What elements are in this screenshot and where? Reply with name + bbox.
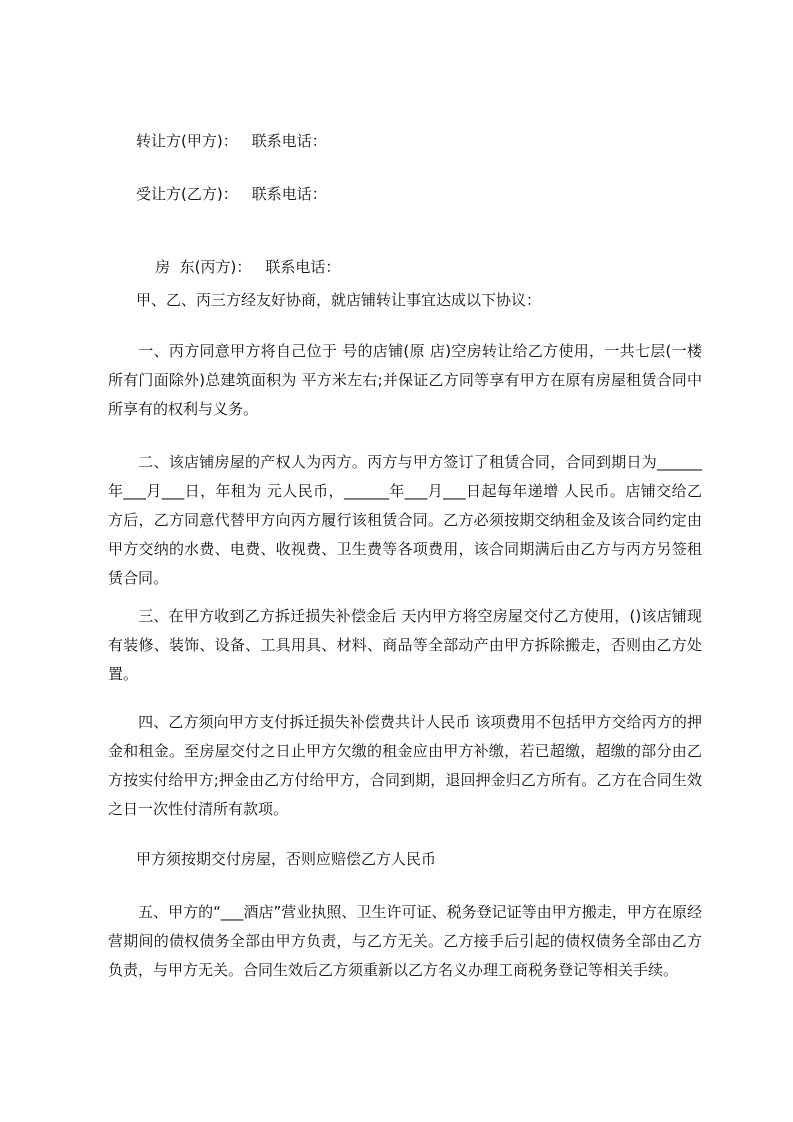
transferee-line [136, 184, 327, 204]
transferee-phone-label: 联系电话： [251, 185, 327, 203]
clause-3-text: 三、在甲方收到乙方拆迁损失补偿金后 天内甲方将空房屋交付乙方使用，()该店铺现有装修、装饰、设备、工具用具、材料、商品等全部动产由甲方拆除搬走，否则由乙方处置。 [108, 607, 702, 683]
transferor-line [136, 131, 327, 151]
transferor-label: 转让方(甲方)： [136, 132, 238, 150]
clause-5-text: 五、甲方的“___酒店”营业执照、卫生许可证、税务登记证等由甲方搬走，甲方在原经营期间的债权债务全部由甲方负责，与乙方无关。乙方接手后引起的债权债务全部由乙方负责，与甲方无关。合同生效后乙方须重新以乙方名义办理工商税务登记等相关手续。 [108, 903, 702, 979]
clause-2 [108, 448, 702, 593]
clause-5 [108, 898, 702, 985]
clause-3 [108, 602, 702, 689]
landlord-line [136, 237, 340, 297]
landlord-label: 房 东(丙方)： [155, 258, 252, 276]
clause-2-text: 二、该店铺房屋的产权人为丙方。丙方与甲方签订了租赁合同，合同到期日为______年___月___日，年租为 元人民币，______年___月___日起每年递增 人民币。店铺交给乙方后，乙方同意代替甲方向丙方履行该租赁合同。乙方必须按期交纳租金及该合同约定由甲方交纳的水费、电费、收视费、卫生费等各项费用，该合同期满后由乙方与丙方另签租赁合同。 [108, 453, 702, 587]
clause-4-text: 四、乙方须向甲方支付拆迁损失补偿费共计人民币 该项费用不包括甲方交给丙方的押金和租金。至房屋交付之日止甲方欠缴的租金应由甲方补缴，若已超缴，超缴的部分由乙方按实付给甲方;押金由乙方付给甲方，合同到期，退回押金归乙方所有。乙方在合同生效之日一次性付清所有款项。 [108, 713, 702, 818]
intro-paragraph: 甲、乙、丙三方经友好协商，就店铺转让事宜达成以下协议： [136, 291, 542, 309]
clause-1-text: 一、丙方同意甲方将自己位于 号的店铺(原 店)空房转让给乙方使用，一共七层(一楼所有门面除外)总建筑面积为 平方米左右;并保证乙方同等享有甲方在原有房屋租赁合同中所享有的权利与义务。 [108, 342, 702, 418]
clause-4-note: 甲方须按期交付房屋，否则应赔偿乙方人民币 [136, 850, 437, 868]
transferor-phone-label: 联系电话： [251, 132, 327, 150]
transferee-label: 受让方(乙方)： [136, 185, 238, 203]
clause-1 [108, 337, 702, 424]
landlord-phone-label: 联系电话： [265, 258, 341, 276]
clause-4 [108, 708, 702, 824]
